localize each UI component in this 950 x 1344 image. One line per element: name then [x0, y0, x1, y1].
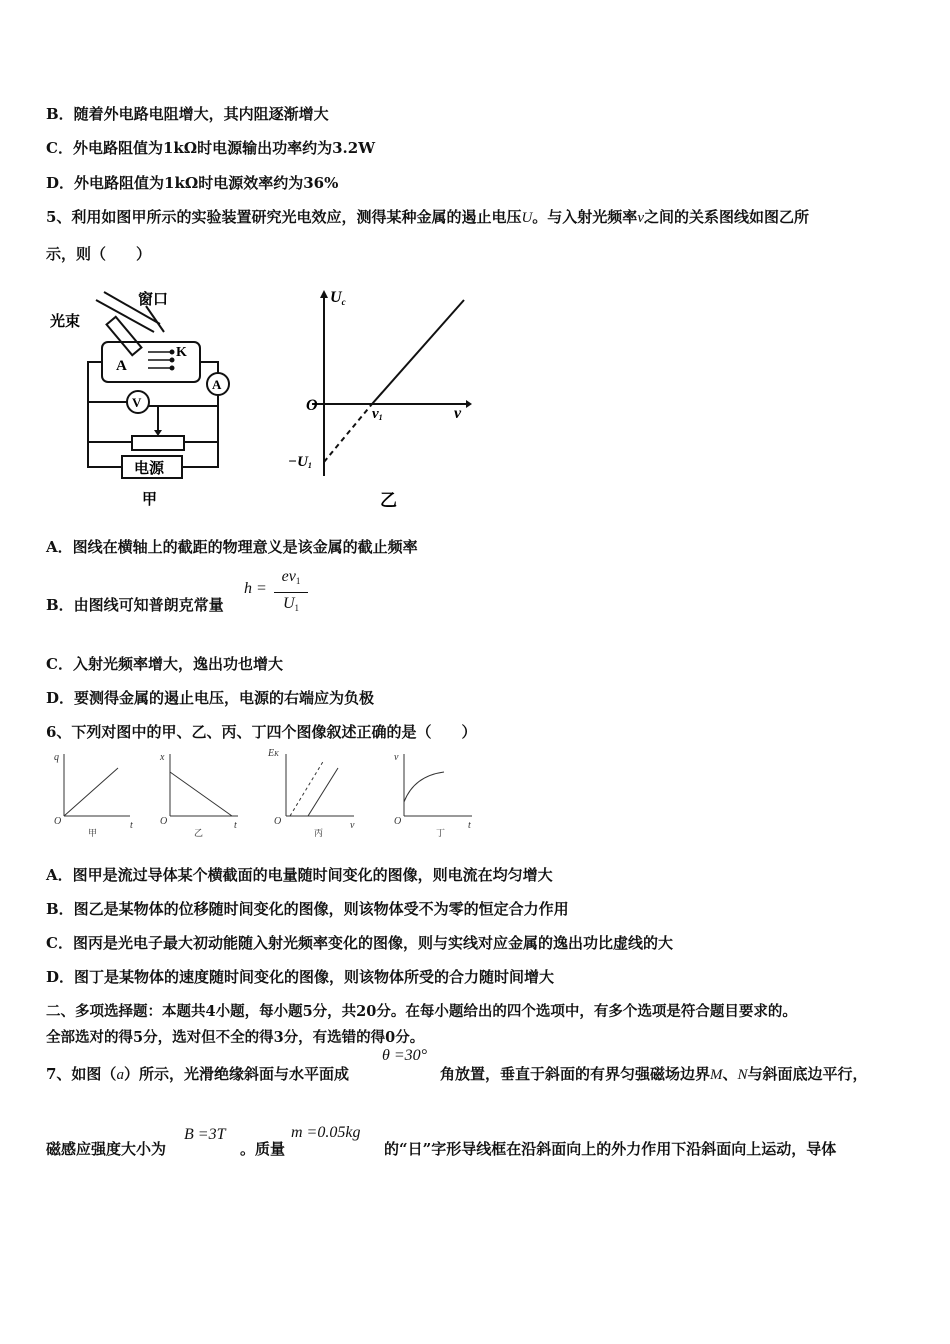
q4-option-b: B．随着外电路电阻增大，其内阻逐渐增大: [46, 105, 329, 123]
q7-b1: 磁感应强度大小为: [46, 1140, 167, 1158]
wire-right-top: [200, 362, 218, 374]
jia-x-label: t: [130, 820, 133, 831]
formula-fraction-bar: [274, 592, 308, 593]
caption-ding-small: 丁: [436, 828, 446, 838]
yi-origin: O: [160, 816, 168, 827]
formula-denominator: $U_1$: [282, 595, 300, 613]
bing-origin: O: [274, 816, 282, 827]
y-intercept-label: −U1: [288, 454, 312, 470]
ding-origin: O: [394, 816, 402, 827]
q6-graphs: [46, 746, 486, 842]
wire-power-right: [182, 442, 218, 467]
q5-stem-b: 。与入射光频率: [532, 208, 638, 226]
formula-lhs: h =: [244, 580, 267, 597]
x-axis-label: ν: [454, 405, 462, 422]
jia-line: [64, 768, 118, 816]
ding-curve: [404, 772, 444, 802]
q7-b3: 的“日”字形导线框在沿斜面向上的外力作用下沿斜面向上运动，导体: [384, 1140, 837, 1158]
wire-right: [148, 395, 218, 406]
formula-numerator: $e\nu_1$: [281, 568, 301, 586]
ding-y-label: v: [394, 752, 399, 763]
q6-option-c: C．图丙是光电子最大初动能随入射光频率变化的图像，则与实线对应金属的逸出功比虚线的大: [46, 934, 673, 952]
q5-option-c: C．入射光频率增大，逸出功也增大: [46, 655, 283, 673]
label-voltmeter: V: [132, 395, 142, 410]
electron-2: [170, 358, 175, 363]
y-axis-arrow: [320, 290, 328, 298]
q7-theta-eq: θ =30°: [382, 1047, 428, 1064]
q6-stem: 6、下列对图中的甲、乙、丙、丁四个图像叙述正确的是（ ）: [46, 723, 477, 741]
x-axis-arrow: [466, 400, 472, 408]
yi-x-label: t: [234, 820, 237, 831]
q5-stem-v: ν: [637, 210, 644, 226]
jia-origin: O: [54, 816, 62, 827]
label-ammeter: A: [212, 377, 222, 392]
section2-line2: 全部选对的得5分，选对但不全的得3分，有选错的得0分。: [46, 1029, 425, 1046]
label-anode: A: [116, 358, 127, 374]
wire-power-left: [88, 442, 122, 467]
q7-a4: 与斜面底边平行，: [747, 1065, 868, 1083]
bing-dashed-line: [290, 760, 324, 816]
figure-jia-circuit: [48, 286, 248, 510]
q7-n-boundary: N: [737, 1067, 748, 1083]
bing-x-label: ν: [350, 820, 355, 831]
q5-stem: [46, 206, 809, 227]
label-cathode: K: [176, 345, 187, 360]
q7-b2: 。质量: [240, 1140, 286, 1158]
q7-a-italic: a: [116, 1067, 124, 1083]
yi-line: [170, 772, 232, 816]
q7-sep: 、: [722, 1065, 738, 1083]
q6-option-d: D．图丁是某物体的速度随时间变化的图像，则该物体所受的合力随时间增大: [46, 968, 555, 986]
electron-3: [170, 366, 175, 371]
q4-option-c: C．外电路阻值为1kΩ时电源输出功率约为3.2W: [46, 139, 376, 157]
q5-stem-a: 5、利用如图甲所示的实验装置研究光电效应，测得某种金属的遏止电压: [46, 208, 522, 226]
rheostat: [132, 436, 184, 450]
label-power: 电源: [134, 461, 165, 477]
graph-dashed-extension: [324, 404, 372, 462]
ding-x-label: t: [468, 820, 471, 831]
figure-yi-graph: [282, 286, 482, 510]
label-window: 窗口: [138, 292, 169, 308]
section2-line1: 二、多项选择题：本题共4小题，每小题5分，共20分。在每小题给出的四个选项中，有多个选项是符合题目要求的。: [46, 1003, 797, 1020]
q5-option-a: A．图线在横轴上的截距的物理意义是该金属的截止频率: [46, 538, 418, 556]
q7-line1-rest: [440, 1063, 868, 1084]
q5-formula-h: [244, 568, 314, 618]
caption-jia: 甲: [142, 492, 158, 508]
jia-y-label: q: [54, 752, 59, 763]
caption-jia-small: 甲: [88, 828, 98, 838]
bing-solid-line: [308, 768, 338, 816]
q6-option-b: B．图乙是某物体的位移随时间变化的图像，则该物体受不为零的恒定合力作用: [46, 900, 569, 918]
q5-option-d: D．要测得金属的遏止电压，电源的右端应为负极: [46, 689, 375, 707]
q5-option-b: B．由图线可知普朗克常量: [46, 596, 224, 614]
q7-a1: 7、如图（: [46, 1065, 117, 1083]
graph-solid-line: [372, 300, 464, 404]
bing-y-label: EK: [268, 748, 279, 759]
q7-m-eq: m =0.05kg: [291, 1124, 361, 1141]
yi-y-label: x: [160, 752, 165, 763]
label-beam: 光束: [50, 314, 81, 330]
caption-yi: 乙: [380, 491, 397, 510]
wire-rheostat-right: [184, 406, 218, 442]
origin-label: O: [306, 397, 318, 414]
q5-stem-u: U: [521, 210, 533, 226]
caption-yi-small: 乙: [194, 828, 204, 838]
y-axis-label: Uc: [330, 289, 346, 307]
caption-bing-small: 丙: [314, 828, 324, 838]
x-intercept-label: ν1: [372, 406, 383, 422]
q5-stem-c: 之间的关系图线如图乙所: [643, 208, 809, 226]
electron-1: [170, 350, 175, 355]
q7-a3: 角放置，垂直于斜面的有界匀强磁场边界: [440, 1065, 711, 1083]
q4-option-d: D．外电路阻值为1kΩ时电源效率约为36%: [46, 174, 339, 192]
q5-stem-line2: 示，则（ ）: [46, 245, 152, 263]
q7-b-eq: B =3T: [184, 1126, 226, 1143]
q6-option-a: A．图甲是流过导体某个横截面的电量随时间变化的图像，则电流在均匀增大: [46, 866, 553, 884]
q7-line1: [46, 1063, 349, 1084]
q7-m-boundary: M: [710, 1067, 723, 1083]
q7-a2: ）所示，光滑绝缘斜面与水平面成: [123, 1065, 349, 1083]
